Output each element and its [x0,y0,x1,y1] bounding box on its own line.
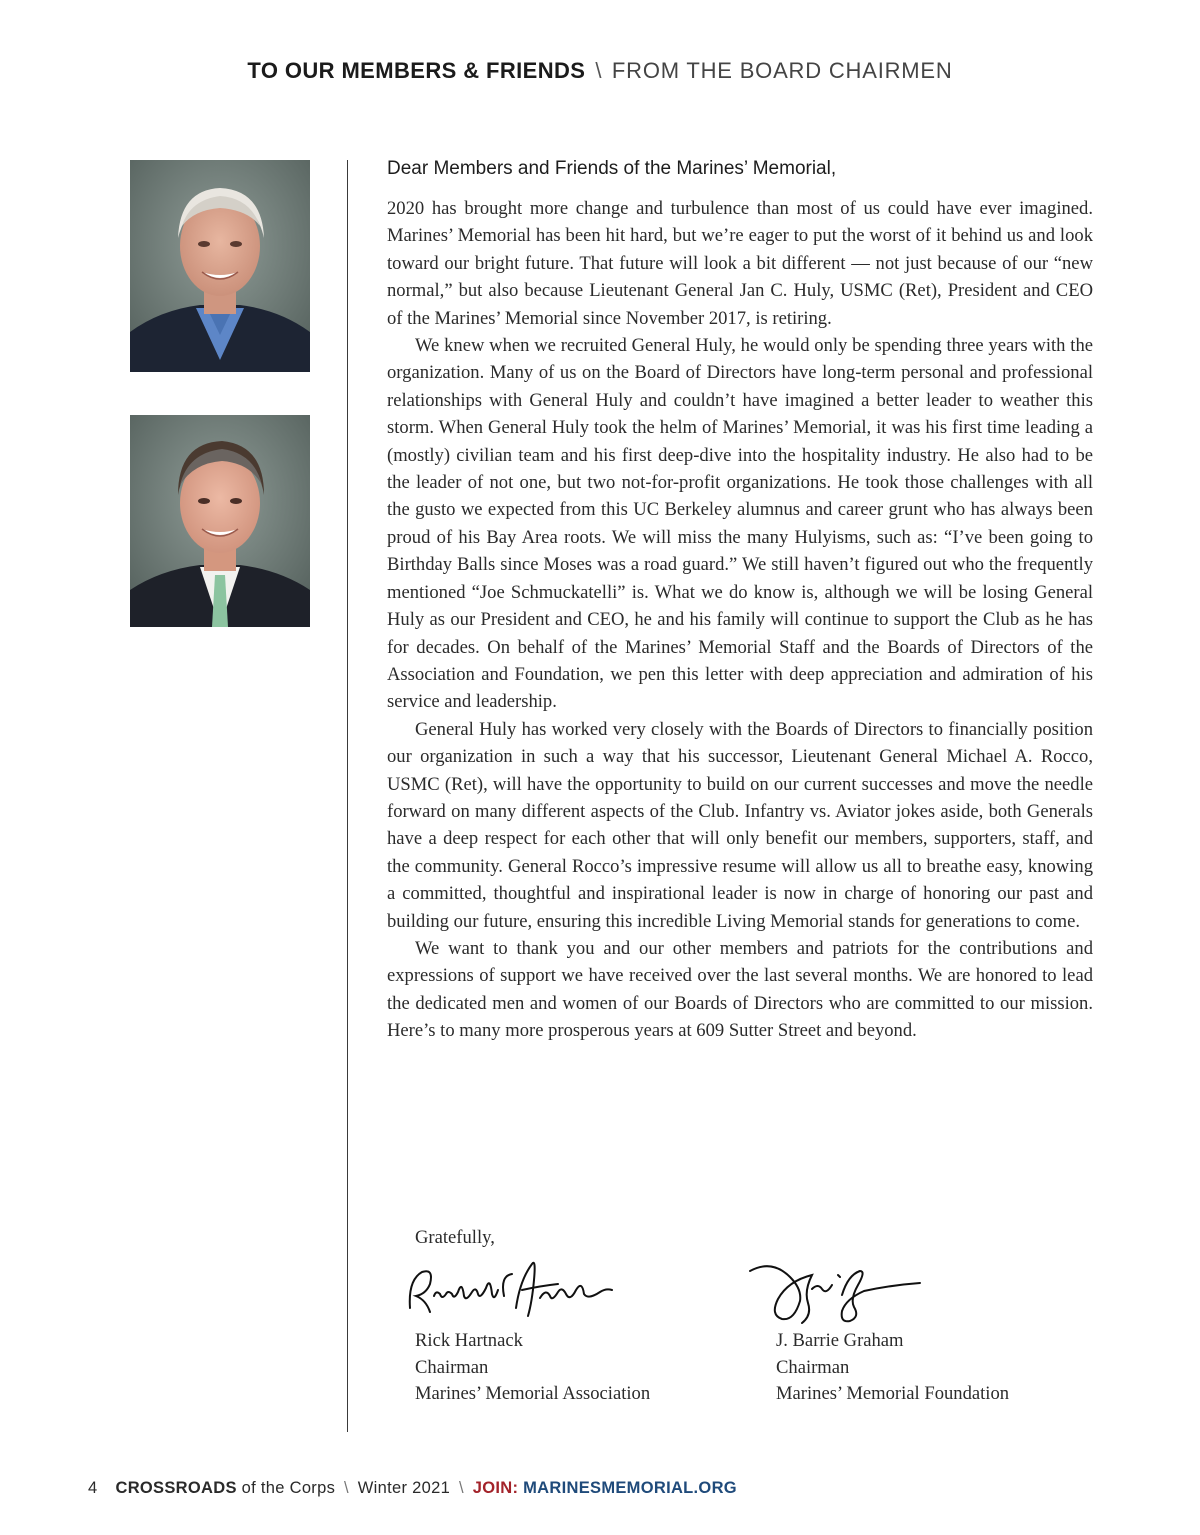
header-separator: \ [595,58,602,83]
signature-icon [400,1250,620,1330]
portrait-photo-icon [130,160,310,372]
signer-organization: Marines’ Memorial Foundation [776,1383,1010,1405]
signature-hartnack [400,1250,620,1330]
letter-paragraph: General Huly has worked very closely with the Boards of Directors to financially position our organization in such a way that his successor, Lieutenant General Michael A. Rocco, USMC (Ret), will have the opportunity to build on our current successes and move the needle forward on many different aspects of the Club. Infantry vs. Aviator jokes aside, both Generals have a deep respect for each other that will only benefit our members, supporters, staff, and the community. General Rocco’s impressive resume will allow us all to breathe easy, knowing a committed, thoughtful and inspirational leader is now in charge of honoring our past and building our future, ensuring this incredible Living Memorial stands for generations to come. [387,718,1093,932]
magazine-brand-suffix: of the Corps [236,1479,336,1497]
signer-title: Chairman [415,1356,489,1378]
issue-label: Winter 2021 [357,1479,451,1497]
letter-salutation: Dear Members and Friends of the Marines’ Memorial, [387,158,837,179]
signer-organization: Marines’ Memorial Association [415,1383,651,1405]
signature-graham [742,1255,927,1330]
signer-title: Chairman [776,1356,850,1378]
page-header [0,58,1200,84]
page-footer [88,1479,737,1498]
join-label: JOIN: [472,1479,519,1497]
letter-paragraph: We knew when we recruited General Huly, he would only be spending three years with the organization. Many of us on the Board of Directors have long-term personal and professional relationships with General Huly and couldn’t have imagined a better leader to weather this storm. When General Huly took the helm of Marines’ Memorial, it was his first time leading a (mostly) civilian team and his first deep-dive into the hospitality industry. He also had to be the leader of not one, but two not-for-profit organizations. He took those challenges with all the gusto we expected from this UC Berkeley alumnus and career grunt who has always been proud of his Bay Area roots. We will miss the many Hulyisms, such as: “I’ve been going to Birthday Balls since Moses was a road guard.” We still haven’t figured out who the frequently mentioned “Joe Schmuckatelli” is. What we do know is, although we will be losing General Huly as our President and CEO, he and his family will continue to support the Club as he has for decades. On behalf of the Marines’ Memorial Staff and the Boards of Directors of the Association and Foundation, we pen this letter with deep appreciation and admiration of his service and leadership. [387,335,1093,713]
magazine-brand: CROSSROADS [115,1479,237,1497]
footer-separator: \ [458,1479,464,1497]
letter-closing: Gratefully, [415,1227,495,1248]
signature-icon [742,1255,927,1330]
letter-paragraph: 2020 has brought more change and turbulence than most of us could have ever imagined. Marines’ Memorial has been hit hard, but we’re eager to put the worst of it behind us and look toward our bright future. That future will look a bit different — not just because of our “new normal,” but also because Lieutenant General Jan C. Huly, USMC (Ret), President and CEO of the Marines’ Memorial since November 2017, is retiring. [387,198,1093,329]
signer-block-graham [776,1328,1009,1408]
letter-paragraph: We want to thank you and our other members and patriots for the contributions and expressions of support we have received over the last several months. We are honored to lead the dedicated men and women of our Boards of Directors who are committed to our mission. Here’s to many more prosperous years at 609 Sutter Street and beyond. [387,937,1093,1042]
portrait-photo-icon [130,415,310,627]
footer-separator: \ [344,1479,349,1497]
letter-text [387,195,1093,1045]
header-title: TO OUR MEMBERS & FRIENDS [247,58,586,83]
website-link[interactable]: MARINESMEMORIAL.ORG [523,1479,737,1497]
signer-name: Rick Hartnack [415,1330,523,1351]
page-number: 4 [88,1479,98,1497]
chairman-portrait-2 [130,415,310,627]
chairman-portrait-1 [130,160,310,372]
signer-block-hartnack [415,1328,650,1408]
header-subtitle: FROM THE BOARD CHAIRMEN [611,58,953,83]
letter-body [387,155,1093,1045]
signer-name: J. Barrie Graham [776,1330,904,1351]
vertical-divider [347,160,348,1432]
